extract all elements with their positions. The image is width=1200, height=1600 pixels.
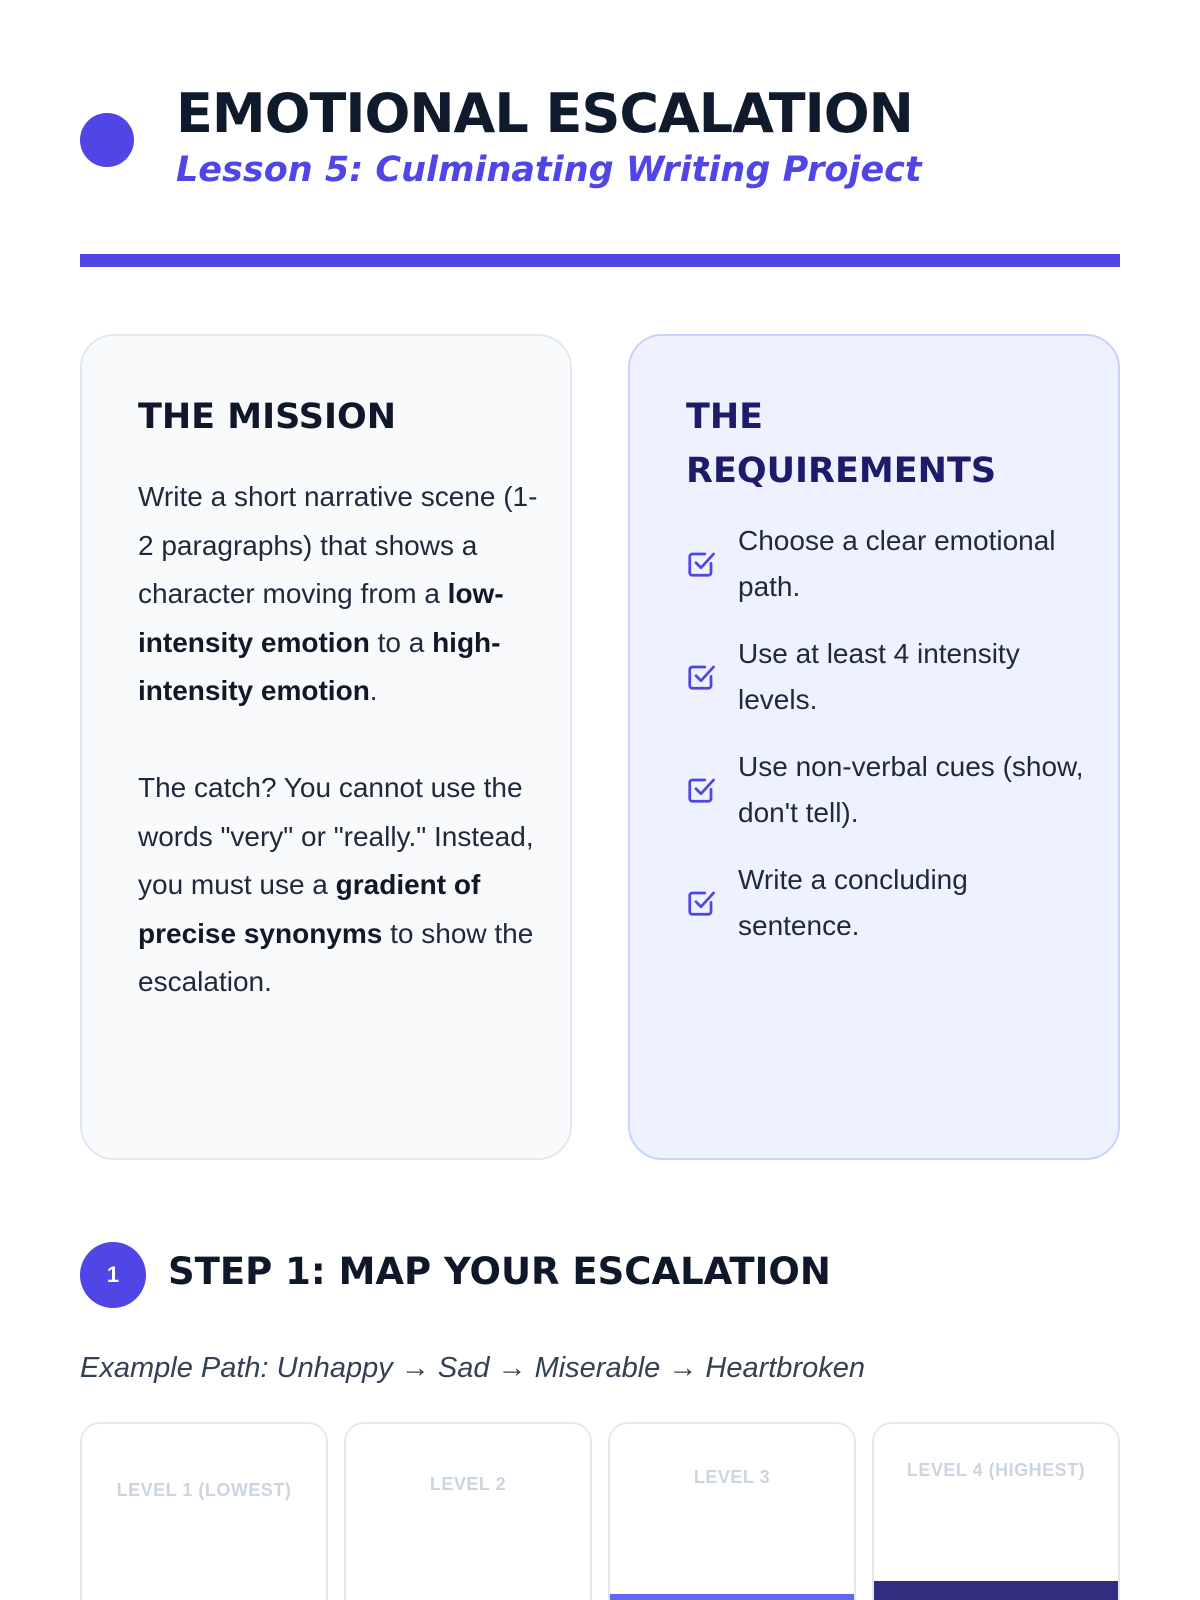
checkbox-icon [686, 662, 716, 692]
requirement-text: Use non-verbal cues (show, don't tell). [738, 751, 1084, 828]
checkbox-icon [686, 888, 716, 918]
requirement-item [686, 631, 1086, 723]
header-dot [80, 113, 134, 167]
requirement-item [686, 857, 1086, 949]
checkbox-icon [686, 549, 716, 579]
level-label: LEVEL 3 [693, 1467, 771, 1487]
level-intensity-bar [610, 1594, 854, 1600]
level-card-2 [344, 1422, 592, 1600]
page-subtitle: Lesson 5: Culminating Writing Project [176, 150, 922, 190]
requirement-text: Choose a clear emotional path. [738, 525, 1056, 602]
mission-paragraph-2: The catch? You cannot use the words "very" or "really." Instead, you must use a gradient of precise synonyms to show the escalation. [138, 772, 534, 997]
requirement-text: Use at least 4 intensity levels. [738, 638, 1020, 715]
requirements-card [628, 334, 1120, 1160]
level-card-3 [608, 1422, 856, 1600]
page-title: EMOTIONAL ESCALATION [176, 82, 913, 145]
requirement-text: Write a concluding sentence. [738, 864, 968, 941]
mission-paragraph-1: Write a short narrative scene (1-2 paragraphs) that shows a character moving from a low-intensity emotion to a high-intensity emotion. [138, 481, 538, 706]
example-path: Example Path: Unhappy → Sad → Miserable → Heartbroken [80, 1352, 865, 1384]
requirement-item [686, 518, 1086, 610]
level-intensity-bar [874, 1581, 1118, 1600]
checkbox-icon [686, 775, 716, 805]
header-divider [80, 254, 1120, 267]
step-title: STEP 1: MAP YOUR ESCALATION [168, 1250, 831, 1293]
mission-card [80, 334, 572, 1160]
step-number-badge: 1 [80, 1242, 146, 1308]
level-card-1 [80, 1422, 328, 1600]
mission-text [138, 473, 538, 1007]
mission-title: THE MISSION [138, 397, 397, 437]
requirements-title: THE REQUIREMENTS [686, 397, 997, 491]
level-label: LEVEL 4 (HIGHEST) [906, 1460, 1086, 1480]
level-label: LEVEL 1 (LOWEST) [116, 1480, 292, 1500]
level-card-4 [872, 1422, 1120, 1600]
requirement-item [686, 744, 1086, 836]
level-label: LEVEL 2 [429, 1474, 507, 1494]
